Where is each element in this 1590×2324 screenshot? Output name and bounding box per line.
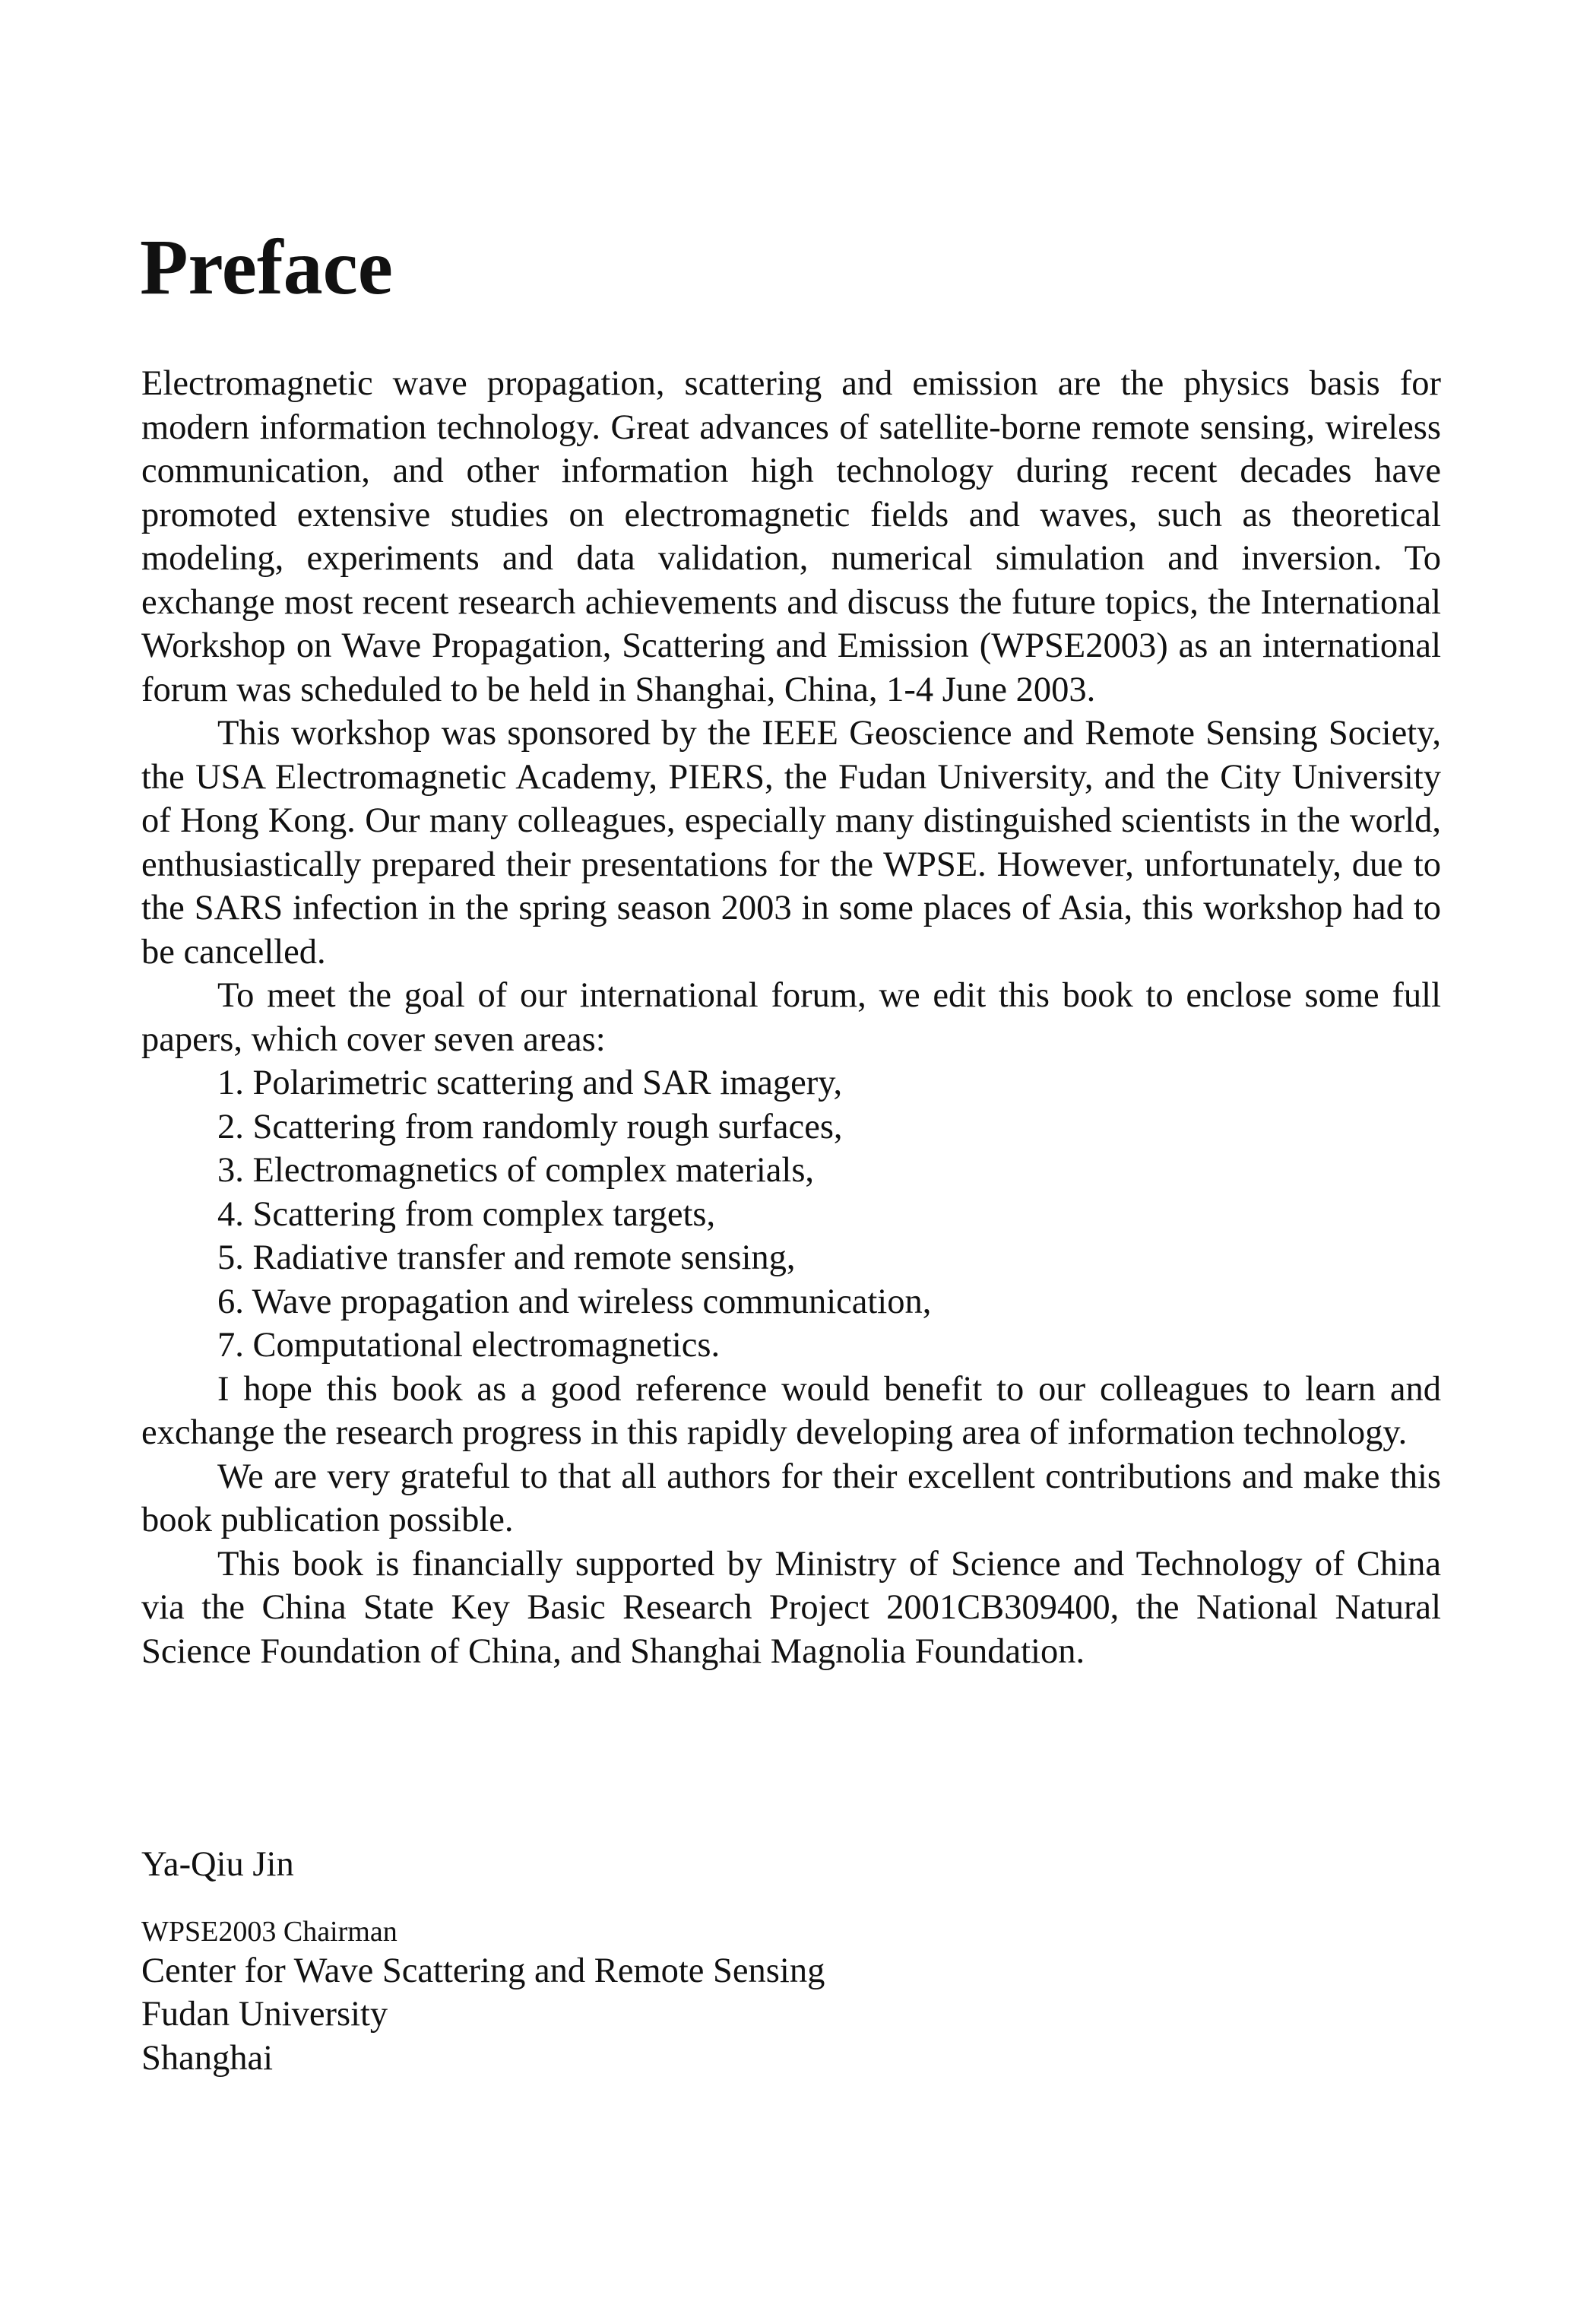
signature-block [141, 1843, 1441, 2080]
area-item: 7. Computational electromagnetics. [217, 1326, 721, 1365]
paragraph-intro: Electromagnetic wave propagation, scattering and emission are the physics basis for modern information technology. Great advances of satellite-borne remote sensing, wireless communication, and other information high technology during recent decades have promoted extensive studies on electromagnetic fields and waves, such as theoretical modeling, experiments and data validation, numerical simulation and inversion. To exchange most recent research achievements and discuss the future topics, the International Workshop on Wave Propagation, Scattering and Emission (WPSE2003) as an international forum was scheduled to be held in Shanghai, China, 1-4 June 2003. [141, 364, 1441, 709]
page-title: Preface [140, 224, 393, 311]
areas-list [141, 1061, 1441, 1368]
affiliation-center: Center for Wave Scattering and Remote Sensing [141, 1951, 825, 1990]
paragraph-goal: To meet the goal of our international forum, we edit this book to enclose some full papers, which cover seven areas: [141, 976, 1441, 1059]
affiliation-city: Shanghai [141, 2038, 274, 2078]
affiliation-university: Fudan University [141, 1995, 388, 2034]
area-item: 3. Electromagnetics of complex materials, [217, 1151, 815, 1190]
area-item: 5. Radiative transfer and remote sensing, [217, 1238, 796, 1277]
author-name: Ya-Qiu Jin [141, 1845, 294, 1884]
area-item: 6. Wave propagation and wireless communication, [217, 1282, 932, 1321]
author-role: WPSE2003 Chairman [141, 1915, 398, 1948]
paragraph-sponsors: This workshop was sponsored by the IEEE Geoscience and Remote Sensing Society, the USA Electromagnetic Academy, PIERS, the Fudan University, and the City University of Hong Kong. Our many colleagues, especially many distinguished scientists in the world, enthusiastically prepared their presentations for the WPSE. However, unfortunately, due to the SARS infection in the spring season 2003 in some places of Asia, this workshop had to be cancelled. [141, 714, 1441, 972]
paragraph-thanks: We are very grateful to that all authors for their excellent contributions and make this book publication possible. [141, 1457, 1441, 1539]
area-item: 2. Scattering from randomly rough surfaces, [217, 1107, 843, 1146]
paragraph-hope: I hope this book as a good reference would benefit to our colleagues to learn and exchange the research progress in this rapidly developing area of information technology. [141, 1369, 1441, 1452]
paragraph-funding: This book is financially supported by Ministry of Science and Technology of China via the China State Key Basic Research Project 2001CB309400, the National Natural Science Foundation of China, and Shanghai Magnolia Foundation. [141, 1544, 1441, 1671]
area-item: 4. Scattering from complex targets, [217, 1194, 716, 1234]
preface-body [141, 362, 1441, 1673]
area-item: 1. Polarimetric scattering and SAR imagery, [217, 1064, 843, 1102]
